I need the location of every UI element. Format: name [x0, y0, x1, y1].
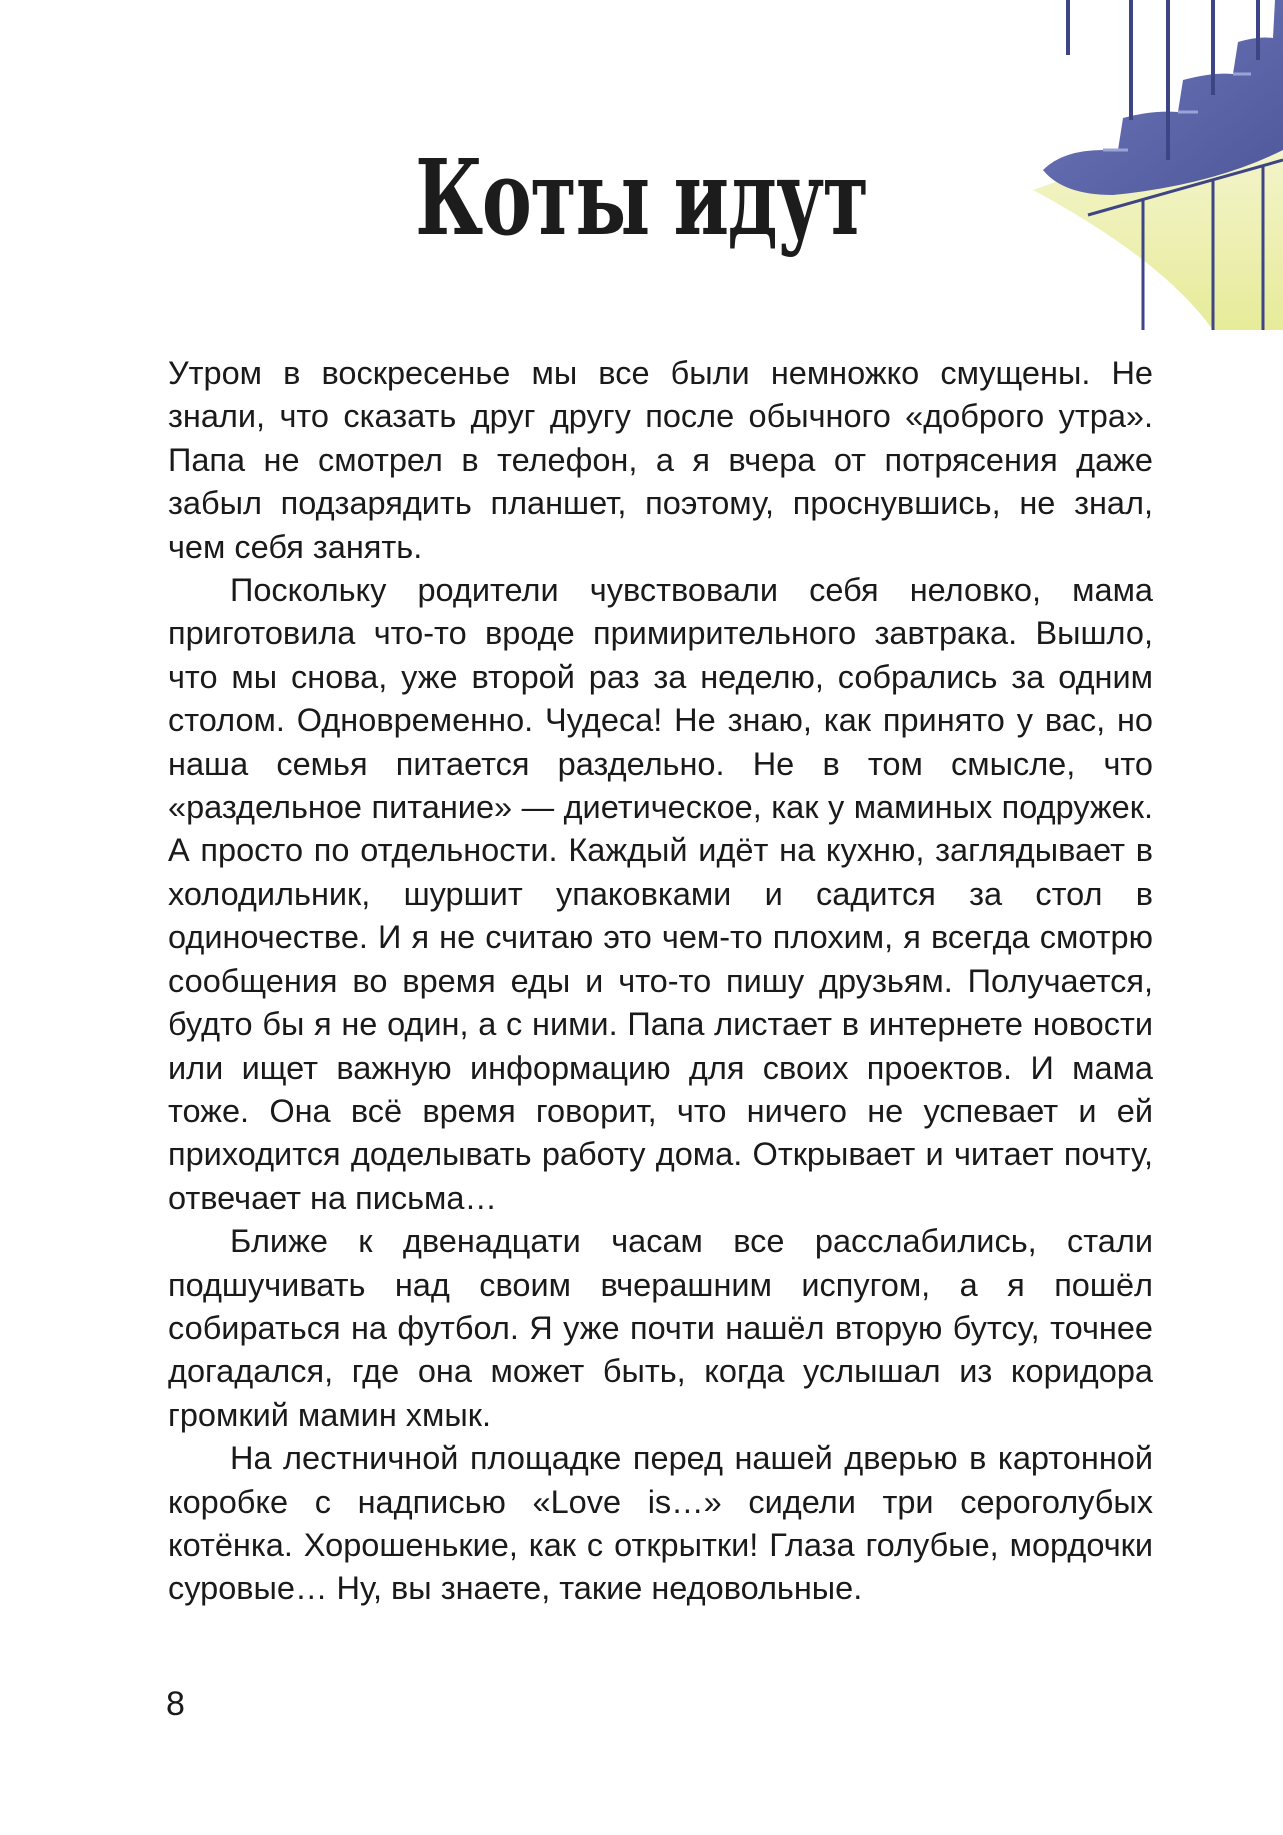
- chapter-title: Коты идут: [415, 136, 868, 259]
- paragraph-1: Утром в воскресенье мы все были немножко смущены. Не знали, что сказать друг другу после обычного «доброго утра». Папа не смотрел в телефон, а я вчера от потрясения даже забыл подзарядить планшет, поэтому, проснувшись, не знал, чем себя занять.: [168, 355, 1153, 565]
- page-number: 8: [166, 1685, 185, 1723]
- paragraph-3: Ближе к двенадцати часам все расслабились, стали подшучивать над своим вчерашним испугом, а я пошёл собираться на футбол. Я уже почти нашёл вторую бутсу, точнее догадался, где она может быть, когда услышал из коридора громкий мамин хмык.: [168, 1223, 1153, 1433]
- body-text: [168, 352, 1153, 1611]
- paragraph-4: На лестничной площадке перед нашей дверью в картонной коробке с надписью «Love is…» сидели три сероголубых котёнка. Хорошенькие, как с открытки! Глаза голубые, мордочки суровые… Ну, вы знаете, такие недовольные.: [168, 1440, 1153, 1607]
- paragraph-2: Поскольку родители чувствовали себя неловко, мама приготовила что-то вроде примирительного завтрака. Вышло, что мы снова, уже второй раз за неделю, собрались за одним столом. Одновременно. Чудеса! Не знаю, как принято у вас, но наша семья питается раздельно. Не в том смысле, что «раздельное питание» — диетическое, как у маминых подружек. А просто по отдельности. Каждый идёт на кухню, заглядывает в холодильник, шуршит упаковками и садится за стол в одиночестве. И я не считаю это чем-то плохим, я всегда смотрю сообщения во время еды и что-то пишу друзьям. Получается, будто бы я не один, а с ними. Папа листает в интернете новости или ищет важную информацию для своих проектов. И мама тоже. Она всё время говорит, что ничего не успевает и ей приходится доделывать работу дома. Открывает и читает почту, отвечает на письма…: [168, 572, 1153, 1216]
